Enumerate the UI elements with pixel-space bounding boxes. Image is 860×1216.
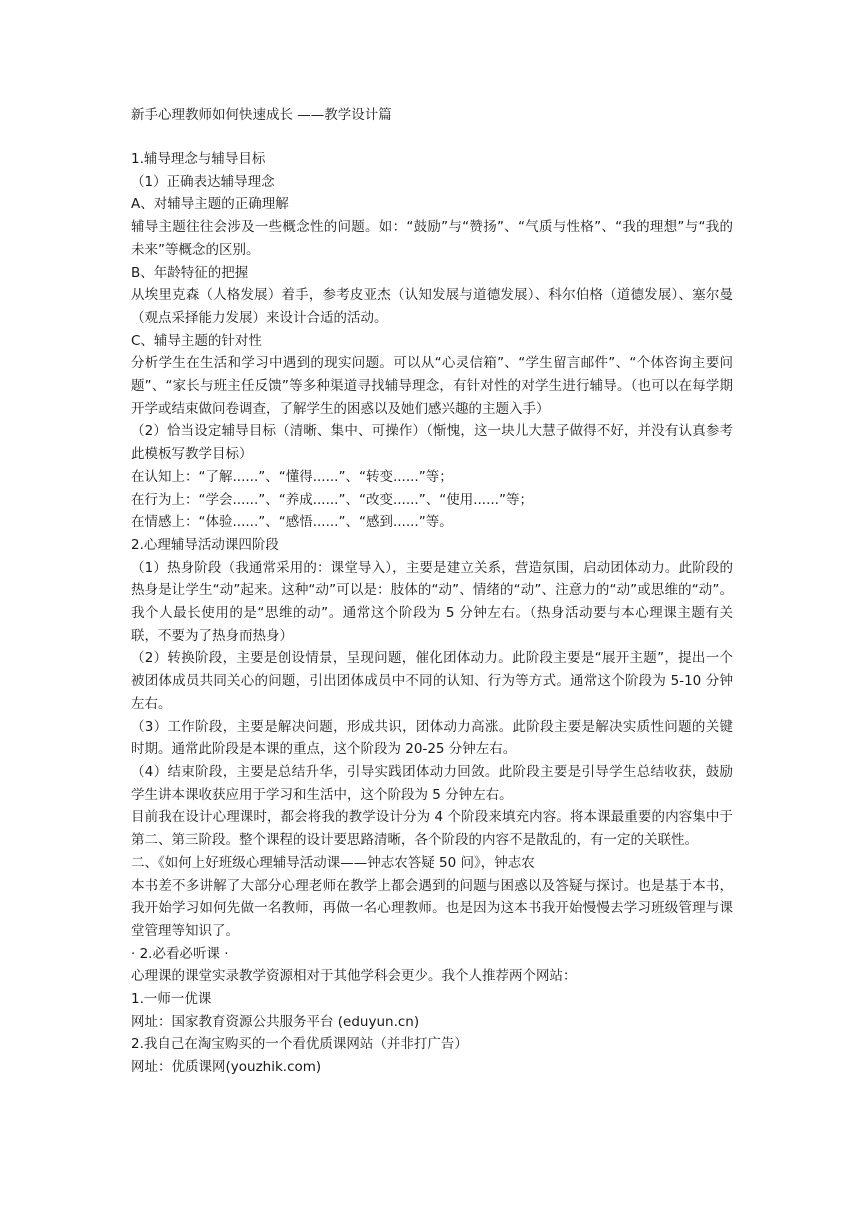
point-heading: C、辅导主题的针对性 bbox=[131, 332, 262, 349]
goal-line: 在认知上：“了解......”、“懂得......”、“转变......”等； bbox=[131, 468, 453, 485]
goal-line: 在情感上：“体验......”、“感悟......”、“感到......”等。 bbox=[131, 514, 453, 531]
document-title: 新手心理教师如何快速成长 ——教学设计篇 bbox=[131, 107, 392, 123]
paragraph: （3）工作阶段，主要是解决问题，形成共识，团体动力高涨。此阶段主要是解决实质性问题的关键时期。通常此阶段是本课的重点，这个阶段为 20-25 分钟左右。 bbox=[131, 718, 733, 758]
paragraph: （2）转换阶段，主要是创设情景，呈现问题，催化团体动力。此阶段主要是“展开主题”，提出一个被团体成员共同关心的问题，引出团体成员中不同的认知、行为等方式。通常这个阶段为 5-10 分钟左右。 bbox=[131, 650, 733, 712]
sub-heading: （1）正确表达辅导理念 bbox=[131, 173, 275, 190]
document-page bbox=[131, 104, 733, 1079]
website-url: 网址：优质课网(youzhik.com) bbox=[131, 1059, 322, 1076]
section-heading: · 2.必看必听课 · bbox=[131, 945, 229, 962]
paragraph: 目前我在设计心理课时，都会将我的教学设计分为 4 个阶段来填充内容。将本课最重要的内容集中于第二、第三阶段。整个课程的设计要思路清晰，各个阶段的内容不是散乱的，有一定的关联性。 bbox=[131, 809, 733, 849]
website-url: 网址：国家教育资源公共服务平台 (eduyun.cn) bbox=[131, 1013, 420, 1030]
paragraph: （1）热身阶段（我通常采用的：课堂导入），主要是建立关系，营造氛围，启动团体动力。此阶段的热身是让学生“动”起来。这种“动”可以是：肢体的“动”、情绪的“动”、注意力的“动”或思维的“动”。我个人最长使用的是“思维的动”。通常这个阶段为 5 分钟左右。（热身活动要与本心理课主题有关联，不要为了热身而热身） bbox=[131, 559, 733, 644]
section-heading: 1.辅导理念与辅导目标 bbox=[131, 151, 266, 167]
paragraph: 本书差不多讲解了大部分心理老师在教学上都会遇到的问题与困惑以及答疑与探讨。也是基于本书，我开始学习如何先做一名教师，再做一名心理教师。也是因为这本书我开始慢慢去学习班级管理与课堂管理等知识了。 bbox=[131, 877, 733, 939]
goal-line: 在行为上：“学会......”、“养成......”、“改变......”、“使用......”等； bbox=[131, 491, 533, 508]
point-heading: A、对辅导主题的正确理解 bbox=[131, 196, 289, 213]
sub-heading: （2）恰当设定辅导目标（清晰、集中、可操作）（惭愧，这一块儿大慧子做得不好，并没有认真参考此模板写教学目标） bbox=[131, 423, 733, 463]
paragraph: 辅导主题往往会涉及一些概念性的问题。如：“鼓励”与“赞扬”、“气质与性格”、“我的理想”与“我的未来”等概念的区别。 bbox=[131, 219, 733, 258]
paragraph: 从埃里克森（人格发展）着手，参考皮亚杰（认知发展与道德发展）、科尔伯格（道德发展）、塞尔曼（观点采择能力发展）来设计合适的活动。 bbox=[131, 287, 733, 326]
section-heading: 2.心理辅导活动课四阶段 bbox=[131, 536, 279, 553]
point-heading: B、年龄特征的把握 bbox=[131, 264, 249, 281]
paragraph: 心理课的课堂实录教学资源相对于其他学科会更少。我个人推荐两个网站： bbox=[131, 968, 577, 985]
section-heading: 二、《如何上好班级心理辅导活动课——钟志农答疑 50 问》，钟志农 bbox=[131, 854, 535, 871]
paragraph: 分析学生在生活和学习中遇到的现实问题。可以从“心灵信箱”、“学生留言邮件”、“个体咨询主要问题”、“家长与班主任反馈”等多种渠道寻找辅导理念，有针对性的对学生进行辅导。（也可以在每学期开学或结束做问卷调查，了解学生的困惑以及她们感兴趣的主题入手） bbox=[131, 355, 733, 417]
list-item: 1.一师一优课 bbox=[131, 991, 212, 1008]
list-item: 2.我自己在淘宝购买的一个看优质课网站（并非打广告） bbox=[131, 1036, 468, 1053]
paragraph: （4）结束阶段，主要是总结升华，引导实践团体动力回敛。此阶段主要是引导学生总结收获，鼓励学生讲本课收获应用于学习和生活中，这个阶段为 5 分钟左右。 bbox=[131, 763, 733, 803]
